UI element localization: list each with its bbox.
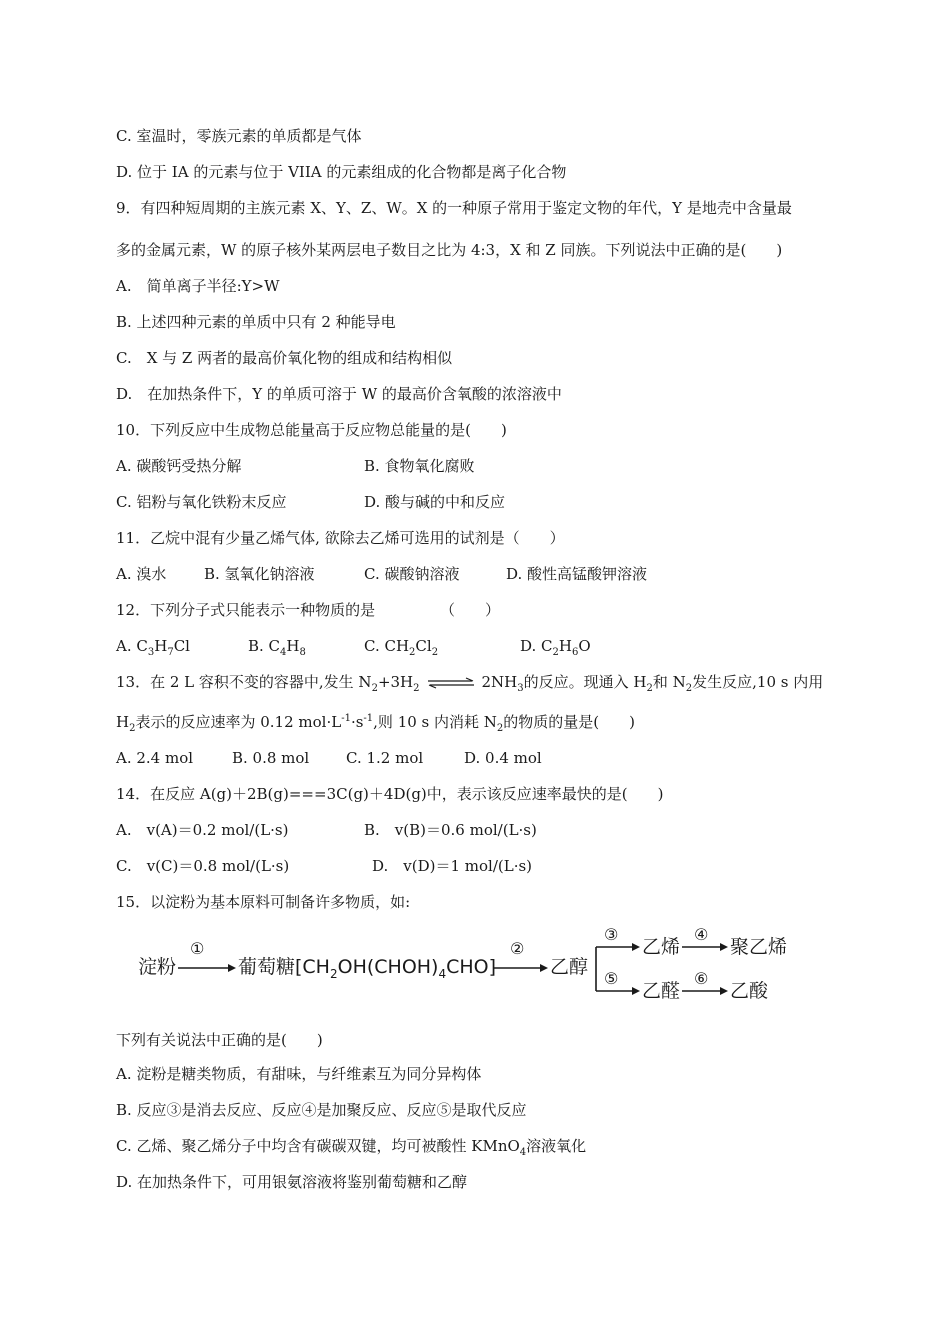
q12-stem xyxy=(116,600,375,620)
q10-option-a: A. 碳酸钙受热分解 xyxy=(116,457,242,475)
q11-stem: 11．乙烷中混有少量乙烯气体, 欲除去乙烯可选用的试剂是（ ） xyxy=(116,529,565,547)
q15-stem: 15．以淀粉为基本原料可制备许多物质，如: xyxy=(116,893,411,911)
q13-stem-line1: 13．在 2 L 容积不变的容器中,发生 $N_2+3H_2$ $2NH_3$的反应。现通入 $H_2$和 $N_2$发生反应,10 s 内用 xyxy=(116,673,824,694)
q10-option-b: B. 食物氧化腐败 xyxy=(364,457,475,475)
q14-option-d: D. v(D)＝1 mol/(L·s) xyxy=(372,857,533,875)
q12-option-c: C. $CH_2Cl_2$ xyxy=(364,637,439,658)
starch-label: 淀粉 xyxy=(138,956,177,978)
step-5-label: ⑤ xyxy=(604,969,619,988)
step-2-label: ② xyxy=(510,939,525,958)
ethanol-label: 乙醇 xyxy=(550,956,589,978)
q15-option-d: D. 在加热条件下，可用银氨溶液将鉴别葡萄糖和乙醇 xyxy=(116,1173,468,1191)
q15-question: 下列有关说法中正确的是( ) xyxy=(116,1031,323,1049)
reaction-scheme-diagram xyxy=(138,925,818,1003)
q11-option-c: C. 碳酸钠溶液 xyxy=(364,565,460,583)
q8-option-d: D. 位于 IA 的元素与位于 VIIA 的元素组成的化合物都是离子化合物 xyxy=(116,163,567,181)
step-6-label: ⑥ xyxy=(694,969,709,988)
step-6-arrowhead xyxy=(720,987,728,995)
step-5-arrowhead xyxy=(632,987,640,995)
q14-option-a: A. v(A)＝0.2 mol/(L·s) xyxy=(116,821,289,839)
step-4-label: ④ xyxy=(694,925,709,944)
q15-option-a: A. 淀粉是糖类物质，有甜味，与纤维素互为同分异构体 xyxy=(116,1065,482,1083)
q9-stem-line2: 多的金属元素，W 的原子核外某两层电子数目之比为 4:3，X 和 Z 同族。下列说法中正确的是( ) xyxy=(116,241,783,259)
step-2-arrowhead xyxy=(540,964,548,972)
q13-option-d: D. 0.4 mol xyxy=(464,749,542,767)
q9-option-d: D. 在加热条件下，Y 的单质可溶于 W 的最高价含氧酸的浓溶液中 xyxy=(116,385,562,403)
q14-option-b: B. v(B)＝0.6 mol/(L·s) xyxy=(364,821,537,839)
q9-stem-line1: 9．有四种短周期的主族元素 X、Y、Z、W。X 的一种原子常用于鉴定文物的年代，Y 是地壳中含量最 xyxy=(116,199,792,217)
q15-option-b: B. 反应③是消去反应、反应④是加聚反应、反应⑤是取代反应 xyxy=(116,1101,527,1119)
q12-option-d: D. $C_2H_6O$ xyxy=(520,637,591,658)
polyethylene-label: 聚乙烯 xyxy=(730,936,788,958)
q9-option-b: B. 上述四种元素的单质中只有 2 种能导电 xyxy=(116,313,396,331)
q8-option-c: C. 室温时，零族元素的单质都是气体 xyxy=(116,127,362,145)
q13-stem-line2: $H_2$表示的反应速率为 0.12 $mol\cdot L^{-1}\cdot s^{-1}$,则 10 s 内消耗 $N_2$的物质的量是( ) xyxy=(116,713,636,734)
glucose-formula: 葡萄糖$[CH_2OH(CHOH)_4CHO]$ xyxy=(238,956,497,981)
step-3-label: ③ xyxy=(604,925,619,944)
q10-option-c: C. 铝粉与氧化铁粉末反应 xyxy=(116,493,287,511)
q10-stem: 10．下列反应中生成物总能量高于反应物总能量的是( ) xyxy=(116,421,507,439)
q11-option-d: D. 酸性高锰酸钾溶液 xyxy=(506,565,648,583)
reversible-arrow-icon xyxy=(426,677,476,689)
q15-option-c: C. 乙烯、聚乙烯分子中均含有碳碳双键，均可被酸性 KMnO$_4$溶液氧化 xyxy=(116,1137,587,1158)
q14-option-c: C. v(C)＝0.8 mol/(L·s) xyxy=(116,857,290,875)
step-3-arrowhead xyxy=(632,943,640,951)
step-1-label: ① xyxy=(190,939,205,958)
q14-stem: 14．在反应 A(g)＋2B(g)===3C(g)＋4D(g)中，表示该反应速率最快的是( ) xyxy=(116,785,664,803)
q12-option-b: B. $C_4H_8$ xyxy=(248,637,306,658)
q12-answer-paren: （ ） xyxy=(440,601,501,619)
q11-option-b: B. 氢氧化钠溶液 xyxy=(204,565,315,583)
acetaldehyde-label: 乙醛 xyxy=(642,980,681,1002)
ethylene-label: 乙烯 xyxy=(642,936,681,958)
q13-option-c: C. 1.2 mol xyxy=(346,749,424,767)
step-4-arrowhead xyxy=(720,943,728,951)
q10-option-d: D. 酸与碱的中和反应 xyxy=(364,493,506,511)
acetic-acid-label: 乙酸 xyxy=(730,980,769,1002)
step-1-arrowhead xyxy=(228,964,236,972)
q13-option-a: A. 2.4 mol xyxy=(116,749,194,767)
q12-option-a: A. $C_3H_7Cl$ xyxy=(116,637,190,658)
q9-option-c: C. X 与 Z 两者的最高价氧化物的组成和结构相似 xyxy=(116,349,453,367)
q13-option-b: B. 0.8 mol xyxy=(232,749,310,767)
q11-option-a: A. 溴水 xyxy=(116,565,167,583)
q12-stem-text: 12．下列分子式只能表示一种物质的是 xyxy=(116,601,376,619)
q9-option-a: A. 简单离子半径:Y>W xyxy=(116,277,280,295)
